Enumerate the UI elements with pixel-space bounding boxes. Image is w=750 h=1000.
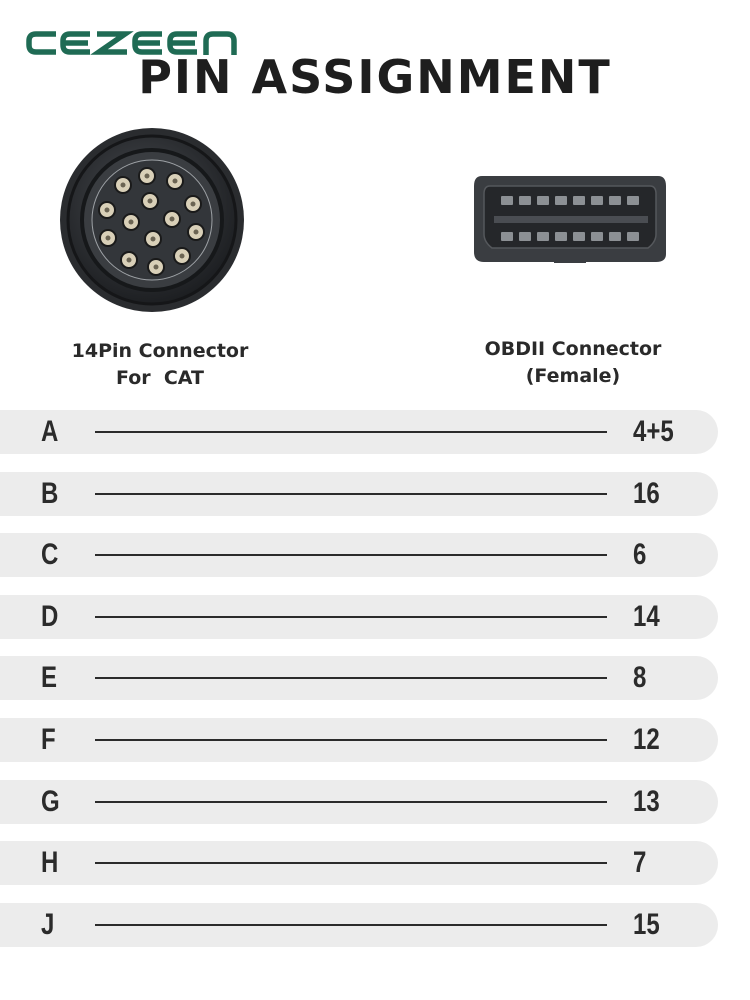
pin-row bbox=[0, 780, 718, 824]
left-connector-label: 14Pin Connector bbox=[71, 340, 249, 362]
pin-row bbox=[0, 718, 718, 762]
cat-pin-label: E bbox=[41, 661, 58, 694]
left-connector-sublabel: For CAT bbox=[116, 367, 204, 389]
pin-row bbox=[0, 841, 718, 885]
wire-line bbox=[95, 924, 607, 926]
obd-pin-label: 6 bbox=[633, 538, 647, 571]
wire-line bbox=[95, 616, 607, 618]
right-connector-sublabel: (Female) bbox=[525, 365, 621, 387]
cat-pin-label: D bbox=[41, 600, 59, 633]
right-connector-caption bbox=[453, 336, 693, 390]
pin-row bbox=[0, 595, 718, 639]
obd-pin-label: 15 bbox=[633, 908, 660, 941]
wire-line bbox=[95, 801, 607, 803]
wire-line bbox=[95, 493, 607, 495]
obd-pin-label: 4+5 bbox=[633, 415, 674, 448]
page-title: PIN ASSIGNMENT bbox=[138, 50, 612, 104]
wire-line bbox=[95, 431, 607, 433]
obd-pin-label: 8 bbox=[633, 661, 647, 694]
cat-pin-label: A bbox=[41, 415, 59, 448]
cat-pin-label: C bbox=[41, 538, 59, 571]
cat-pin-label: G bbox=[41, 785, 60, 818]
cat-pin-label: F bbox=[41, 723, 56, 756]
pin-row bbox=[0, 533, 718, 577]
obd-pin-label: 16 bbox=[633, 477, 660, 510]
pin-row bbox=[0, 903, 718, 947]
wire-line bbox=[95, 677, 607, 679]
obd-pin-label: 13 bbox=[633, 785, 660, 818]
pin-row bbox=[0, 656, 718, 700]
wire-line bbox=[95, 862, 607, 864]
left-connector-caption bbox=[40, 338, 280, 392]
wire-line bbox=[95, 739, 607, 741]
pin-row bbox=[0, 410, 718, 454]
obd-pin-label: 7 bbox=[633, 846, 647, 879]
cat-pin-label: B bbox=[41, 477, 59, 510]
obd2-female-connector-icon bbox=[470, 172, 670, 266]
obd-pin-label: 14 bbox=[633, 600, 660, 633]
right-connector-label: OBDII Connector bbox=[484, 338, 662, 360]
obd-pin-label: 12 bbox=[633, 723, 660, 756]
pin-row bbox=[0, 472, 718, 516]
cat-pin-label: J bbox=[41, 908, 55, 941]
wire-line bbox=[95, 554, 607, 556]
cat-pin-label: H bbox=[41, 846, 59, 879]
round-14-pin-connector-icon bbox=[46, 128, 258, 318]
